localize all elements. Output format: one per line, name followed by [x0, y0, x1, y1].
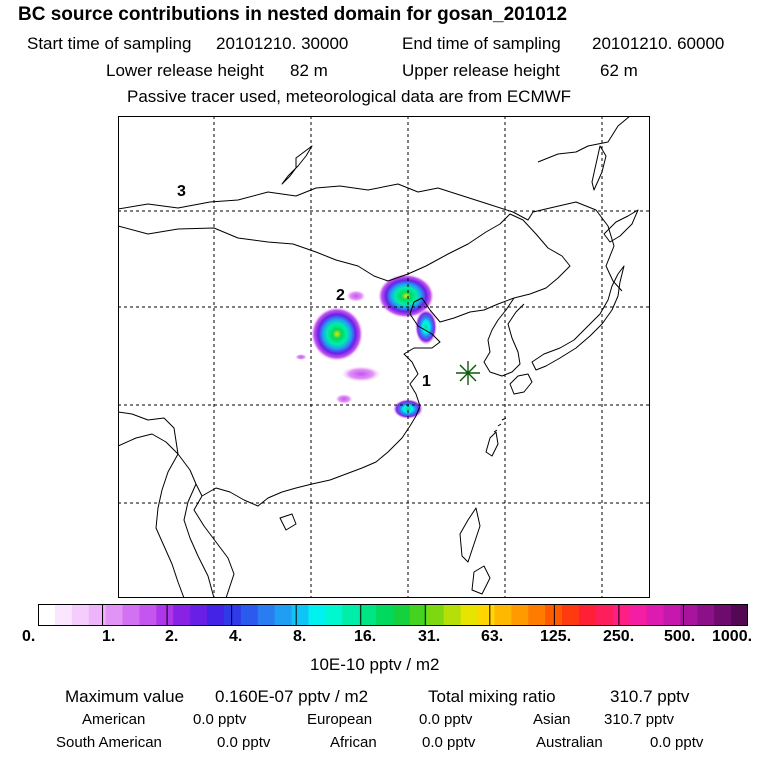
plume-small-north: [346, 290, 366, 302]
colorbar-cell: [731, 604, 748, 626]
colorbar-cell: [106, 604, 123, 626]
colorbar-cell: [697, 604, 714, 626]
colorbar-cell: [55, 604, 72, 626]
region-name-south-american: South American: [56, 734, 162, 751]
region-value-american: 0.0 pptv: [193, 711, 247, 728]
colorbar-cell: [494, 604, 511, 626]
colorbar-cell: [308, 604, 325, 626]
colorbar-cell: [173, 604, 190, 626]
region-label-2: 2: [336, 287, 345, 304]
colorbar-tick-2: 2.: [165, 628, 179, 645]
max-value-label: Maximum value: [65, 687, 185, 706]
colorbar-cell: [528, 604, 545, 626]
lower-height-label: Lower release height: [106, 61, 264, 80]
colorbar-tick-11: 1000.: [712, 628, 753, 645]
colorbar-cell: [545, 604, 562, 626]
max-value: 0.160E-07 pptv / m2: [215, 687, 369, 706]
start-time-label: Start time of sampling: [27, 34, 192, 53]
total-mixing-label: Total mixing ratio: [428, 687, 556, 706]
plume-south-small: [335, 394, 353, 404]
colorbar-cell: [292, 604, 309, 626]
region-label-3: 3: [177, 183, 186, 200]
colorbar-cell: [613, 604, 630, 626]
colorbar-cell: [511, 604, 528, 626]
colorbar: [38, 604, 748, 626]
region-name-american: American: [82, 711, 146, 728]
colorbar-cell: [393, 604, 410, 626]
colorbar-cell: [123, 604, 140, 626]
colorbar-cell: [190, 604, 207, 626]
region-name-european: European: [307, 711, 373, 728]
colorbar-cell: [410, 604, 427, 626]
colorbar-cell: [630, 604, 647, 626]
end-time-label: End time of sampling: [402, 34, 561, 53]
colorbar-unit: 10E-10 pptv / m2: [310, 655, 440, 674]
colorbar-cell: [207, 604, 224, 626]
tracer-note: Passive tracer used, meteorological data are from ECMWF: [127, 87, 572, 106]
region-name-asian: Asian: [533, 711, 571, 728]
colorbar-cell: [663, 604, 680, 626]
colorbar-tick-7: 63.: [481, 628, 504, 645]
lower-height-value: 82 m: [290, 61, 328, 80]
region-name-australian: Australian: [536, 734, 603, 751]
colorbar-tick-4: 8.: [293, 628, 307, 645]
colorbar-cell: [325, 604, 342, 626]
colorbar-tick-6: 31.: [418, 628, 441, 645]
colorbar-cell: [427, 604, 444, 626]
colorbar-cell: [342, 604, 359, 626]
colorbar-tick-10: 500.: [664, 628, 696, 645]
colorbar-tick-8: 125.: [540, 628, 572, 645]
colorbar-cell: [579, 604, 596, 626]
start-time-value: 20101210. 30000: [216, 34, 349, 53]
colorbar-cell: [156, 604, 173, 626]
region-value-south-american: 0.0 pptv: [217, 734, 271, 751]
colorbar-cell: [241, 604, 258, 626]
upper-height-label: Upper release height: [402, 61, 560, 80]
colorbar-cell: [444, 604, 461, 626]
colorbar-cell: [714, 604, 731, 626]
colorbar-cell: [647, 604, 664, 626]
region-value-asian: 310.7 pptv: [604, 711, 675, 728]
colorbar-cell: [562, 604, 579, 626]
region-value-african: 0.0 pptv: [422, 734, 476, 751]
colorbar-cell: [461, 604, 478, 626]
colorbar-tick-0: 0.: [22, 628, 36, 645]
colorbar-cell: [72, 604, 89, 626]
colorbar-cell: [596, 604, 613, 626]
region-name-african: African: [330, 734, 377, 751]
colorbar-cell: [38, 604, 55, 626]
colorbar-cell: [275, 604, 292, 626]
plume-west-small: [295, 354, 307, 360]
colorbar-tick-1: 1.: [102, 628, 116, 645]
region-label-1: 1: [422, 373, 431, 390]
colorbar-cell: [376, 604, 393, 626]
colorbar-tick-3: 4.: [229, 628, 243, 645]
source-contribution-map: [118, 116, 650, 598]
colorbar-cell: [258, 604, 275, 626]
colorbar-cell: [89, 604, 106, 626]
colorbar-cell: [478, 604, 495, 626]
upper-height-value: 62 m: [600, 61, 638, 80]
region-value-european: 0.0 pptv: [419, 711, 473, 728]
plot-title: BC source contributions in nested domain for gosan_201012: [18, 4, 568, 25]
colorbar-tick-5: 16.: [354, 628, 377, 645]
plume-central: [341, 366, 381, 382]
plume-shanxi: [311, 307, 363, 361]
colorbar-cell: [139, 604, 156, 626]
total-mixing-value: 310.7 pptv: [610, 687, 690, 706]
colorbar-tick-9: 250.: [603, 628, 635, 645]
colorbar-cell: [224, 604, 241, 626]
colorbar-cell: [359, 604, 376, 626]
map-background: [118, 116, 650, 598]
end-time-value: 20101210. 60000: [592, 34, 725, 53]
region-value-australian: 0.0 pptv: [650, 734, 704, 751]
